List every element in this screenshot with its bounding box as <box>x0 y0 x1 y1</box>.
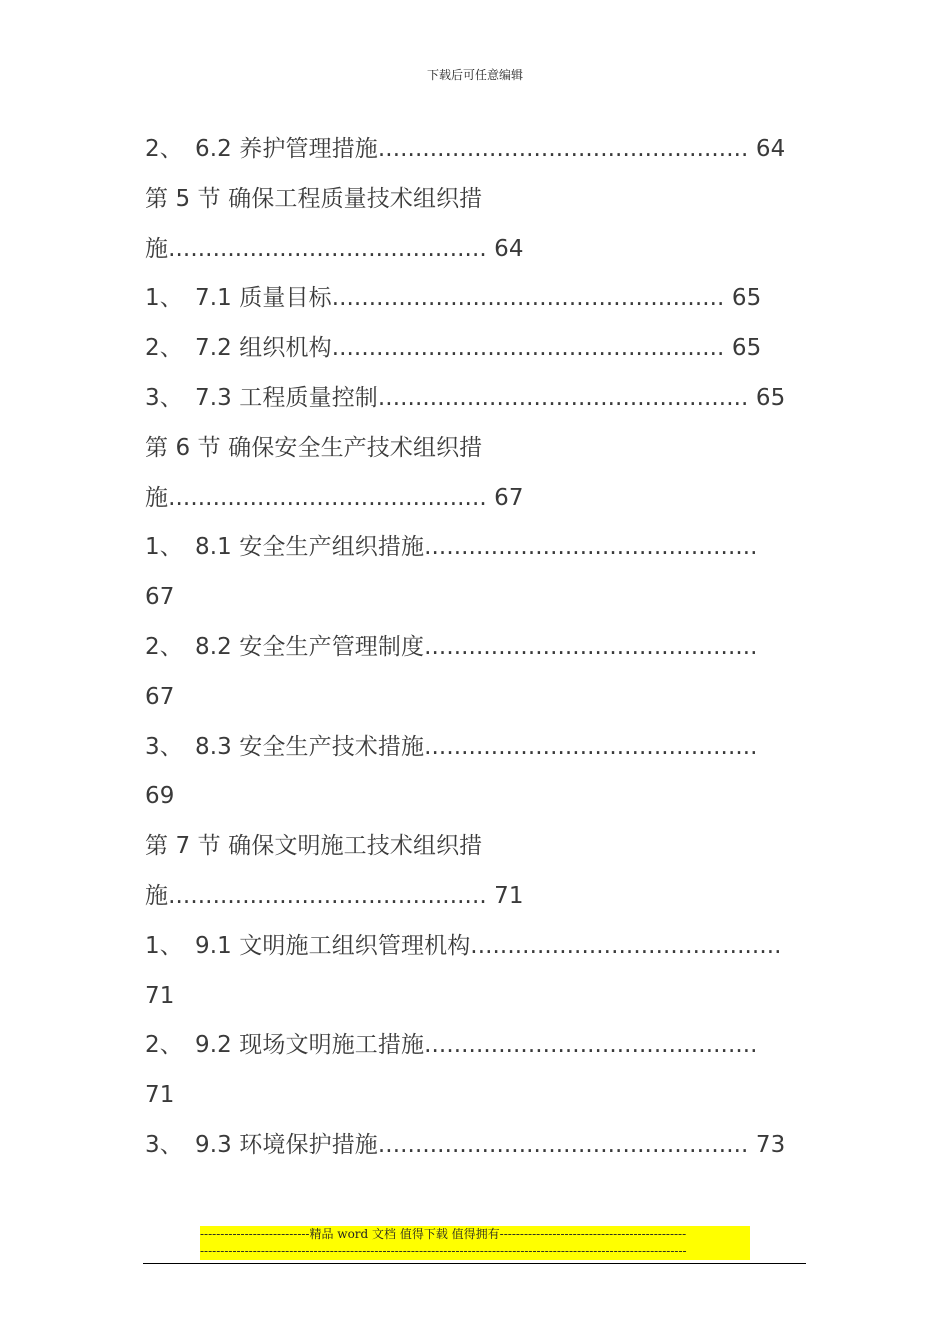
toc-item-number: 3、 <box>145 1131 183 1158</box>
toc-item-number: 1、 <box>145 932 183 959</box>
toc-item-text: 8.1 安全生产组织措施............................................. <box>195 534 758 561</box>
toc-item-text: 9.3 环境保护措施.................................................. 73 <box>195 1131 786 1158</box>
toc-line[interactable] <box>145 425 825 475</box>
page-header: 下载后可任意编辑 <box>426 68 523 82</box>
toc-line[interactable] <box>145 923 825 973</box>
toc-item-number: 3、 <box>145 733 183 760</box>
toc-item-text: 7.2 组织机构..................................................... 65 <box>195 335 762 362</box>
footer-divider <box>143 1263 806 1264</box>
toc-item-text: 8.2 安全生产管理制度............................................. <box>195 633 758 660</box>
toc-page-number: 71 <box>145 1082 175 1109</box>
toc-item-text: 7.1 质量目标..................................................... 65 <box>195 285 762 312</box>
toc-line[interactable] <box>145 1072 825 1122</box>
toc-item-text: 施........................................... 67 <box>145 484 524 511</box>
toc-line[interactable] <box>145 375 825 425</box>
toc-line[interactable] <box>145 176 825 226</box>
toc-section-heading: 第 6 节 确保安全生产技术组织措 <box>145 434 483 461</box>
toc-item-number: 2、 <box>145 633 183 660</box>
toc-page-number: 71 <box>145 982 175 1009</box>
toc-item-number: 1、 <box>145 285 183 312</box>
toc-section-heading: 第 5 节 确保工程质量技术组织措 <box>145 185 483 212</box>
toc-line[interactable] <box>145 823 825 873</box>
toc-item-text: 6.2 养护管理措施.................................................. 64 <box>195 136 786 162</box>
toc-line[interactable] <box>145 226 825 276</box>
toc-line[interactable] <box>145 574 825 624</box>
toc-item-text: 9.2 现场文明施工措施............................................. <box>195 1032 758 1059</box>
toc-line[interactable] <box>145 275 825 325</box>
toc-page-number: 67 <box>145 584 175 611</box>
toc-line[interactable] <box>145 724 825 774</box>
footer-banner-line: ------------------------------------------------------------------------------------------------------------------------ <box>200 1244 687 1258</box>
footer-banner <box>200 1226 750 1260</box>
toc-item-text: 施........................................... 64 <box>145 235 524 262</box>
toc-line[interactable] <box>145 773 825 823</box>
toc-line[interactable] <box>145 475 825 525</box>
toc-line[interactable] <box>145 325 825 375</box>
table-of-contents <box>145 126 825 1172</box>
toc-line[interactable] <box>145 1122 825 1172</box>
toc-item-number: 3、 <box>145 384 183 411</box>
footer-banner-line: ---------------------------精品 word 文档 值得下载 值得拥有---------------------------------------------- <box>200 1227 687 1241</box>
toc-item-number: 2、 <box>145 335 183 362</box>
toc-line[interactable] <box>145 126 825 176</box>
toc-item-number: 1、 <box>145 534 183 561</box>
toc-item-number: 2、 <box>145 1032 183 1059</box>
toc-line[interactable] <box>145 873 825 923</box>
toc-item-text: 7.3 工程质量控制.................................................. 65 <box>195 384 786 411</box>
toc-page-number: 69 <box>145 783 175 810</box>
toc-page-number: 67 <box>145 683 175 710</box>
toc-line[interactable] <box>145 674 825 724</box>
toc-line[interactable] <box>145 1022 825 1072</box>
toc-item-number: 2、 <box>145 136 183 162</box>
toc-line[interactable] <box>145 524 825 574</box>
toc-item-text: 施........................................... 71 <box>145 882 524 909</box>
toc-item-text: 8.3 安全生产技术措施............................................. <box>195 733 758 760</box>
toc-item-text: 9.1 文明施工组织管理机构.......................................... <box>195 932 782 959</box>
toc-line[interactable] <box>145 973 825 1023</box>
toc-section-heading: 第 7 节 确保文明施工技术组织措 <box>145 833 483 860</box>
toc-line[interactable] <box>145 624 825 674</box>
